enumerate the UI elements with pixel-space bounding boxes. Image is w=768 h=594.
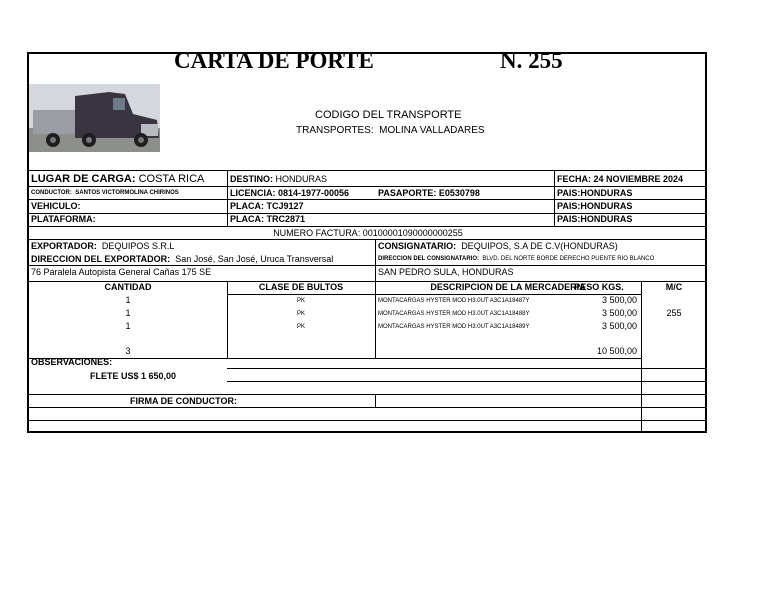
company-label: TRANSPORTES: <box>296 125 374 136</box>
conductor-value: SANTOS VICTORMOLINA CHIRINOS <box>75 190 179 196</box>
consignatario <box>378 241 618 252</box>
col-mc-header: M/C <box>665 282 683 292</box>
direccion-consignatario-line1: BLVD. DEL NORTE BORDE DERECHO PUENTE RIO BLANCO <box>482 256 655 262</box>
numero-factura: NUMERO FACTURA: 00100001090000000255 <box>273 228 463 238</box>
col-cantidad-header: CANTIDAD <box>104 282 152 292</box>
cantidad-cell: 1 <box>125 321 131 331</box>
col-clase-header: CLASE DE BULTOS <box>258 282 344 292</box>
direccion-exportador-line2: 76 Paralela Autopista General Cañas 175 SE <box>31 267 212 277</box>
document-number: N. 255 <box>500 48 563 73</box>
total-peso: 10 500,00 <box>596 346 637 356</box>
consignatario-value: DEQUIPOS, S.A DE C.V(HONDURAS) <box>461 241 618 251</box>
direccion-consignatario <box>378 255 654 263</box>
carta-de-porte-document <box>27 48 707 433</box>
company-line <box>296 125 485 137</box>
peso-cell: 3 500,00 <box>601 308 637 318</box>
mc-cell: 255 <box>666 308 682 318</box>
conductor-label: CONDUCTOR: <box>31 190 72 196</box>
pais-conductor: PAIS:HONDURAS <box>557 188 633 198</box>
placa-plataforma: PLACA: TRC2871 <box>230 214 306 224</box>
direccion-consignatario-label: DIRECCION DEL CONSIGNATARIO: <box>378 256 480 262</box>
conductor <box>31 189 179 197</box>
clase-cell: PK <box>296 311 305 317</box>
observaciones-label: OBSERVACIONES: <box>31 357 113 367</box>
exportador <box>31 241 174 252</box>
direccion-exportador <box>31 254 333 265</box>
col-peso-header: PESO KGS. <box>574 282 624 292</box>
descripcion-cell: MONTACARGAS HYSTER MOD H3.0UT A3C1A18489Y <box>378 324 530 330</box>
fecha: FECHA: 24 NOVIEMBRE 2024 <box>557 174 684 184</box>
peso-cell: 3 500,00 <box>601 295 637 305</box>
direccion-consignatario-line2: SAN PEDRO SULA, HONDURAS <box>378 267 514 277</box>
pais-plataforma: PAIS:HONDURAS <box>557 214 633 224</box>
firma-conductor-label: FIRMA DE CONDUCTOR: <box>130 396 237 406</box>
destino-value: HONDURAS <box>275 174 328 184</box>
company-name: MOLINA VALLADARES <box>379 125 485 136</box>
plataforma-label: PLATAFORMA: <box>31 214 96 224</box>
descripcion-cell: MONTACARGAS HYSTER MOD H3.0UT A3C1A18487Y <box>378 298 530 304</box>
pasaporte: PASAPORTE: E0530798 <box>378 188 480 198</box>
total-cantidad: 3 <box>125 346 131 356</box>
flete: FLETE US$ 1 650,00 <box>90 371 177 381</box>
lugar-label: LUGAR DE CARGA: <box>31 173 136 185</box>
vehiculo-label: VEHICULO: <box>31 201 81 211</box>
truck-photo <box>29 84 160 152</box>
peso-cell: 3 500,00 <box>601 321 637 331</box>
cantidad-cell: 1 <box>125 308 131 318</box>
exportador-value: DEQUIPOS S.R.L <box>101 241 175 251</box>
col-descripcion-header: DESCRIPCION DE LA MERCADERIA <box>430 282 586 292</box>
destino-label: DESTINO: <box>230 174 274 184</box>
destino <box>230 174 327 185</box>
placa-vehiculo: PLACA: TCJ9127 <box>230 201 304 211</box>
cantidad-cell: 1 <box>125 295 131 305</box>
clase-cell: PK <box>296 298 305 304</box>
exportador-label: EXPORTADOR: <box>31 241 97 251</box>
lugar-de-carga <box>31 173 204 185</box>
direccion-exportador-line1: San José, San José, Uruca Transversal <box>175 254 334 264</box>
transport-code-heading: CODIGO DEL TRANSPORTE <box>315 109 462 121</box>
document-title: CARTA DE PORTE <box>174 48 374 73</box>
direccion-exportador-label: DIRECCION DEL EXPORTADOR: <box>31 254 171 264</box>
pais-vehiculo: PAIS:HONDURAS <box>557 201 633 211</box>
lugar-value: COSTA RICA <box>138 173 205 185</box>
consignatario-label: CONSIGNATARIO: <box>378 241 457 251</box>
licencia: LICENCIA: 0814-1977-00056 <box>230 188 350 198</box>
clase-cell: PK <box>296 324 305 330</box>
descripcion-cell: MONTACARGAS HYSTER MOD H3.0UT A3C1A18488Y <box>378 311 530 317</box>
